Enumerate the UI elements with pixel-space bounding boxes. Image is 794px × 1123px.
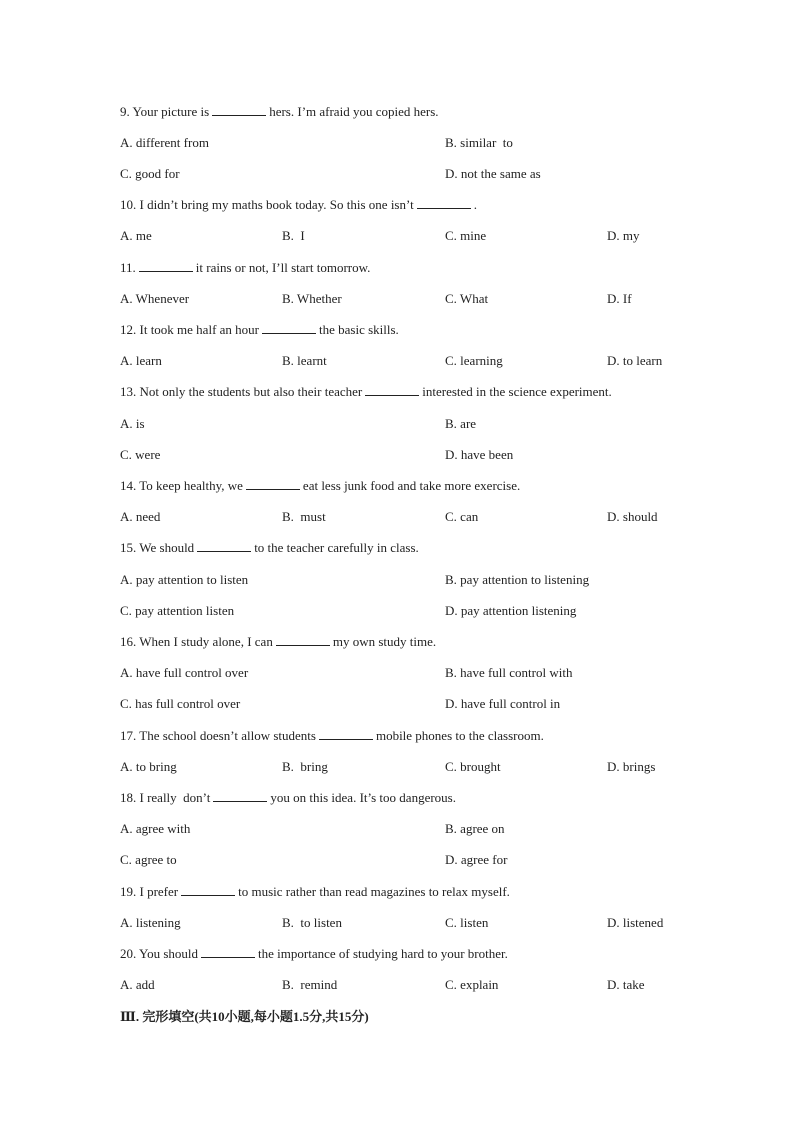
option-b: B. similar to xyxy=(445,135,513,150)
option-d: D. take xyxy=(607,977,645,992)
answer-blank xyxy=(181,884,235,896)
question-10 xyxy=(120,197,477,213)
option-d: D. pay attention listening xyxy=(445,603,577,618)
question-text: 11. xyxy=(120,260,136,275)
option-b: B. remind xyxy=(282,977,338,992)
option-a: A. need xyxy=(120,509,161,524)
option-c: C. can xyxy=(445,509,479,524)
question-text: 13. Not only the students but also their teacher xyxy=(120,384,363,399)
option-b: B. to listen xyxy=(282,915,342,930)
question-14 xyxy=(120,478,520,494)
option-a: A. agree with xyxy=(120,821,191,836)
question-text: 18. I really don’t xyxy=(120,790,211,805)
answer-blank xyxy=(417,197,471,209)
option-b: B. pay attention to listening xyxy=(445,572,590,587)
question-text: mobile phones to the classroom. xyxy=(375,728,544,743)
answer-blank xyxy=(201,946,255,958)
question-16 xyxy=(120,634,436,650)
question-text: 10. I didn’t bring my maths book today. So this one isn’t xyxy=(120,197,414,212)
option-a: A. me xyxy=(120,228,152,243)
question-12 xyxy=(120,322,399,338)
option-c: C. were xyxy=(120,447,161,462)
option-c: C. brought xyxy=(445,759,501,774)
question-9 xyxy=(120,104,439,120)
question-17 xyxy=(120,728,544,744)
question-15 xyxy=(120,540,419,556)
option-d: D. have full control in xyxy=(445,696,561,711)
question-text: 20. You should xyxy=(120,946,199,961)
option-a: A. add xyxy=(120,977,155,992)
option-b: B. I xyxy=(282,228,305,243)
question-text: my own study time. xyxy=(332,634,437,649)
question-text: to the teacher carefully in class. xyxy=(254,540,419,555)
option-a: A. listening xyxy=(120,915,181,930)
option-d: D. my xyxy=(607,228,640,243)
option-a: A. Whenever xyxy=(120,291,190,306)
question-text: you on this idea. It’s too dangerous. xyxy=(270,790,456,805)
option-d: D. have been xyxy=(445,447,514,462)
question-text: 9. Your picture is xyxy=(120,104,210,119)
question-19 xyxy=(120,884,510,900)
answer-blank xyxy=(197,540,251,552)
option-c: C. has full control over xyxy=(120,696,241,711)
question-text: 17. The school doesn’t allow students xyxy=(120,728,316,743)
question-text: it rains or not, I’ll start tomorrow. xyxy=(195,260,371,275)
option-d: D. should xyxy=(607,509,658,524)
option-c: C. mine xyxy=(445,228,487,243)
answer-blank xyxy=(319,728,373,740)
question-13 xyxy=(120,384,612,400)
option-c: C. agree to xyxy=(120,852,177,867)
option-a: A. to bring xyxy=(120,759,177,774)
question-20 xyxy=(120,946,508,962)
answer-blank xyxy=(365,384,419,396)
option-c: C. good for xyxy=(120,166,180,181)
option-c: C. What xyxy=(445,291,489,306)
option-a: A. different from xyxy=(120,135,209,150)
option-a: A. is xyxy=(120,416,145,431)
question-text: 15. We should xyxy=(120,540,195,555)
option-a: A. learn xyxy=(120,353,162,368)
answer-blank xyxy=(262,322,316,334)
section-heading: Ⅲ. 完形填空(共10小题,每小题1.5分,共15分) xyxy=(120,1009,369,1024)
question-text: 19. I prefer xyxy=(120,884,179,899)
option-b: B. Whether xyxy=(282,291,342,306)
question-text: to music rather than read magazines to relax myself. xyxy=(238,884,510,899)
question-text: 14. To keep healthy, we xyxy=(120,478,243,493)
option-d: D. brings xyxy=(607,759,656,774)
option-c: C. explain xyxy=(445,977,499,992)
option-d: D. listened xyxy=(607,915,664,930)
question-11 xyxy=(120,260,370,276)
option-b: B. learnt xyxy=(282,353,327,368)
question-18 xyxy=(120,790,456,806)
option-d: D. to learn xyxy=(607,353,663,368)
question-text: eat less junk food and take more exercise. xyxy=(302,478,521,493)
question-text: 16. When I study alone, I can xyxy=(120,634,273,649)
answer-blank xyxy=(213,790,267,802)
answer-blank xyxy=(212,104,266,116)
question-text: hers. I’m afraid you copied hers. xyxy=(269,104,439,119)
option-b: B. agree on xyxy=(445,821,505,836)
option-c: C. listen xyxy=(445,915,489,930)
question-text: the basic skills. xyxy=(319,322,399,337)
question-text: interested in the science experiment. xyxy=(422,384,612,399)
option-b: B. must xyxy=(282,509,326,524)
option-c: C. pay attention listen xyxy=(120,603,235,618)
option-c: C. learning xyxy=(445,353,503,368)
option-a: A. pay attention to listen xyxy=(120,572,249,587)
answer-blank xyxy=(139,260,193,272)
option-b: B. have full control with xyxy=(445,665,573,680)
option-b: B. are xyxy=(445,416,477,431)
answer-blank xyxy=(246,478,300,490)
question-text: . xyxy=(473,197,477,212)
option-d: D. If xyxy=(607,291,632,306)
question-text: the importance of studying hard to your brother. xyxy=(258,946,508,961)
question-text: 12. It took me half an hour xyxy=(120,322,259,337)
answer-blank xyxy=(276,634,330,646)
option-d: D. agree for xyxy=(445,852,508,867)
option-b: B. bring xyxy=(282,759,328,774)
option-a: A. have full control over xyxy=(120,665,249,680)
option-d: D. not the same as xyxy=(445,166,541,181)
